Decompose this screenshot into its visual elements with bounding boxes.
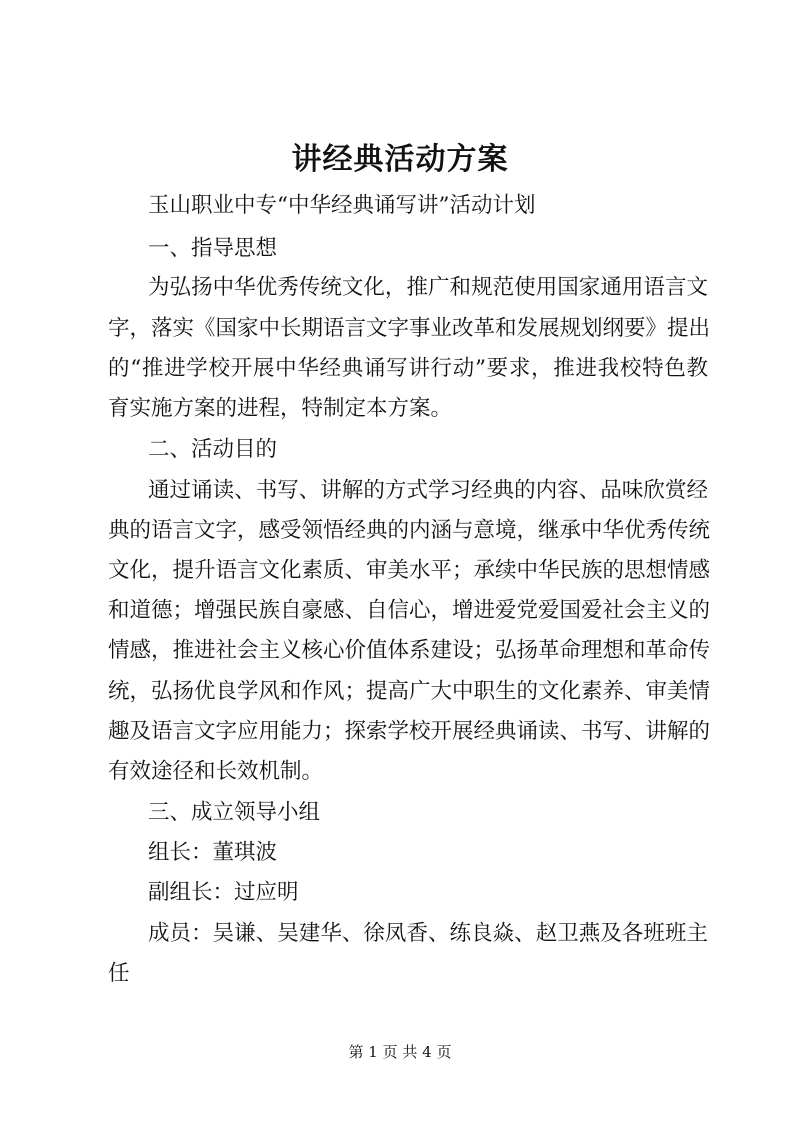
section-heading-3: 三、成立领导小组 [148, 800, 321, 825]
members-line-cont: 任 [108, 961, 130, 986]
paragraph-line: 趣及语言文字应用能力；探索学校开展经典诵读、书写、讲解的 [108, 719, 711, 744]
paragraph-line: 文化，提升语言文化素质、审美水平；承续中华民族的思想情感 [108, 558, 711, 583]
paragraph-line: 字，落实《国家中长期语言文字事业改革和发展规划纲要》提出 [108, 316, 711, 341]
paragraph-line: 典的语言文字，感受领悟经典的内涵与意境，继承中华优秀传统 [108, 518, 711, 543]
paragraph-line: 统，弘扬优良学风和作风；提高广大中职生的文化素养、审美情 [108, 679, 711, 704]
paragraph-line: 通过诵读、书写、讲解的方式学习经典的内容、品味欣赏经 [148, 478, 708, 503]
paragraph-line: 为弘扬中华优秀传统文化，推广和规范使用国家通用语言文 [148, 275, 708, 300]
section-heading-2: 二、活动目的 [148, 437, 278, 462]
document-title: 讲经典活动方案 [291, 142, 509, 177]
page-footer: 第 1 页 共 4 页 [348, 1043, 452, 1061]
paragraph-line: 和道德；增强民族自豪感、自信心，增进爱党爱国爱社会主义的 [108, 598, 711, 623]
members-line: 成员：吴谦、吴建华、徐凤香、练良焱、赵卫燕及各班班主 [148, 921, 708, 946]
group-leader-line: 组长：董琪波 [148, 840, 278, 865]
paragraph-line: 育实施方案的进程，特制定本方案。 [108, 396, 453, 421]
paragraph-line: 有效途径和长效机制。 [108, 759, 324, 784]
paragraph-line: 的“推进学校开展中华经典诵写讲行动”要求，推进我校特色教 [108, 356, 708, 381]
paragraph-line: 情感，推进社会主义核心价值体系建设；弘扬革命理想和革命传 [108, 638, 711, 663]
subtitle-line: 玉山职业中专“中华经典诵写讲”活动计划 [148, 193, 536, 218]
section-heading-1: 一、指导思想 [148, 236, 278, 261]
deputy-leader-line: 副组长：过应明 [148, 880, 299, 905]
